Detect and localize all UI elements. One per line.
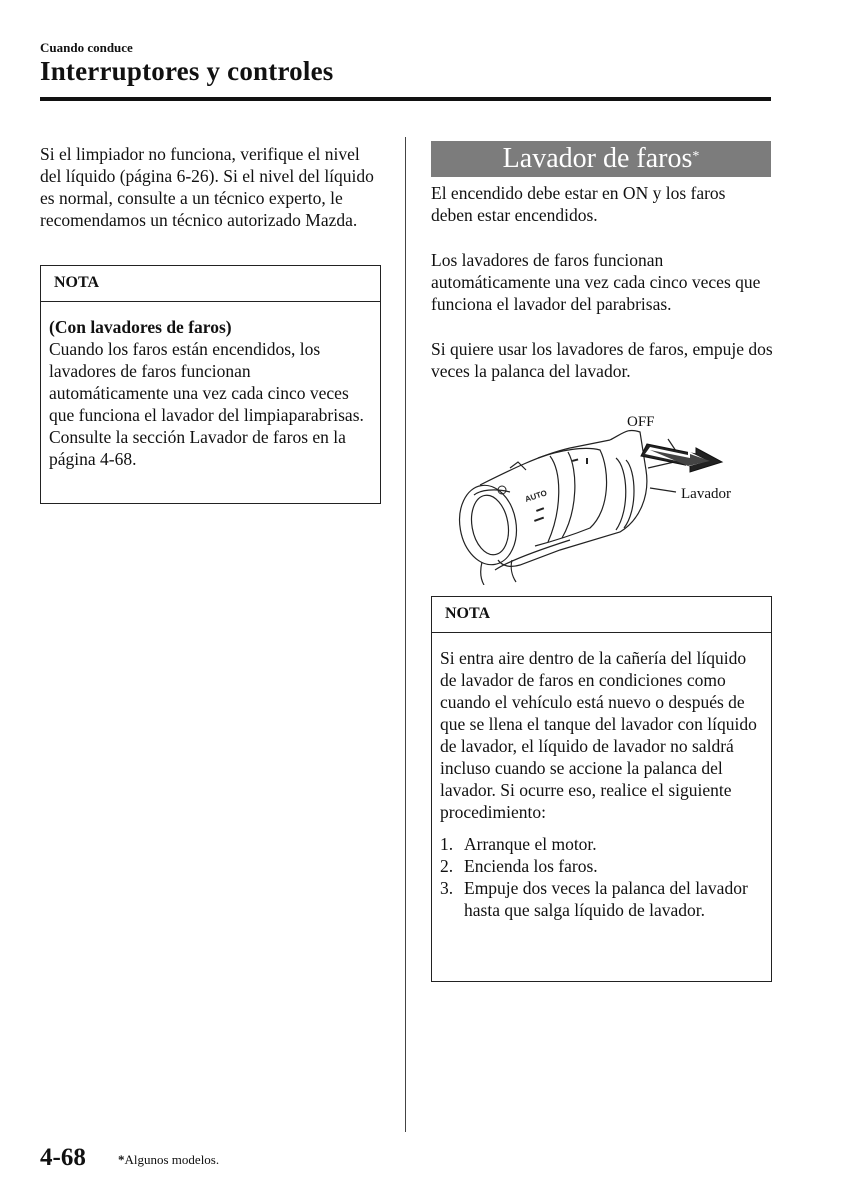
list-item [440,877,765,921]
procedure-list [440,833,765,921]
note-box-left [40,265,381,504]
label-off: OFF [627,414,655,430]
right-paragraph-2: Los lavadores de faros funcionan automáticamente una vez cada cinco veces que funciona el lavador del parabrisas. [431,250,761,314]
section-title-text: Lavador de faros [502,143,693,174]
section-banner [431,141,771,177]
column-divider [405,137,406,1132]
note-text: Si entra aire dentro de la cañería del líquido de lavador de faros en condiciones como cuando el vehículo está nuevo o después de que se llena el tanque del lavador con líquido de lavador, el líquido de lavador no saldrá incluso cuando se accione la palanca del lavador. Si ocurre eso, realice el siguiente procedimiento: [440,648,757,822]
right-paragraph-1: El encendido debe estar en ON y los faros deben estar encendidos. [431,183,726,225]
footnote [118,1152,219,1168]
note-heading: NOTA [54,274,100,291]
step-text: Arranque el motor. [464,834,597,854]
label-washer: Lavador [681,486,731,502]
footnote-mark: * [118,1152,125,1167]
step-number: 1. [440,834,454,854]
step-number: 2. [440,856,454,876]
footnote-text: Algunos modelos. [124,1152,220,1167]
title-rule [40,97,771,101]
note-reference: Consulte la sección Lavador de faros en la página 4-68. [49,427,346,469]
note-heading-bar [432,597,771,633]
note-text: Cuando los faros están encendidos, los lavadores de faros funcionan automáticamente una vez cada cinco veces que funciona el lavador del limpiaparabrisas. [49,339,364,425]
section-title-mark: * [692,149,700,164]
page-number: 4-68 [40,1144,86,1171]
note-body-left [49,316,374,470]
list-item [440,855,765,877]
note-heading: NOTA [445,605,491,622]
step-text: Empuje dos veces la palanca del lavador hasta que salga líquido de lavador. [464,878,748,920]
dial-auto-text: AUTO [523,488,549,504]
page-title: Interruptores y controles [40,56,334,86]
note-subheading: (Con lavadores de faros) [49,317,232,337]
step-number: 3. [440,878,454,898]
section-label: Cuando conduce [40,40,133,55]
note-body-right [440,647,765,921]
left-paragraph: Si el limpiador no funciona, verifique el nivel del líquido (página 6-26). Si el nivel del líquido es normal, consulte a un técnico experto, le recomendamos un técnico autorizado Mazda. [40,144,374,230]
right-paragraph-3: Si quiere usar los lavadores de faros, empuje dos veces la palanca del lavador. [431,339,773,381]
note-heading-bar [41,266,380,302]
note-box-right [431,596,772,982]
step-text: Encienda los faros. [464,856,598,876]
section-title [431,141,771,177]
list-item [440,833,765,855]
